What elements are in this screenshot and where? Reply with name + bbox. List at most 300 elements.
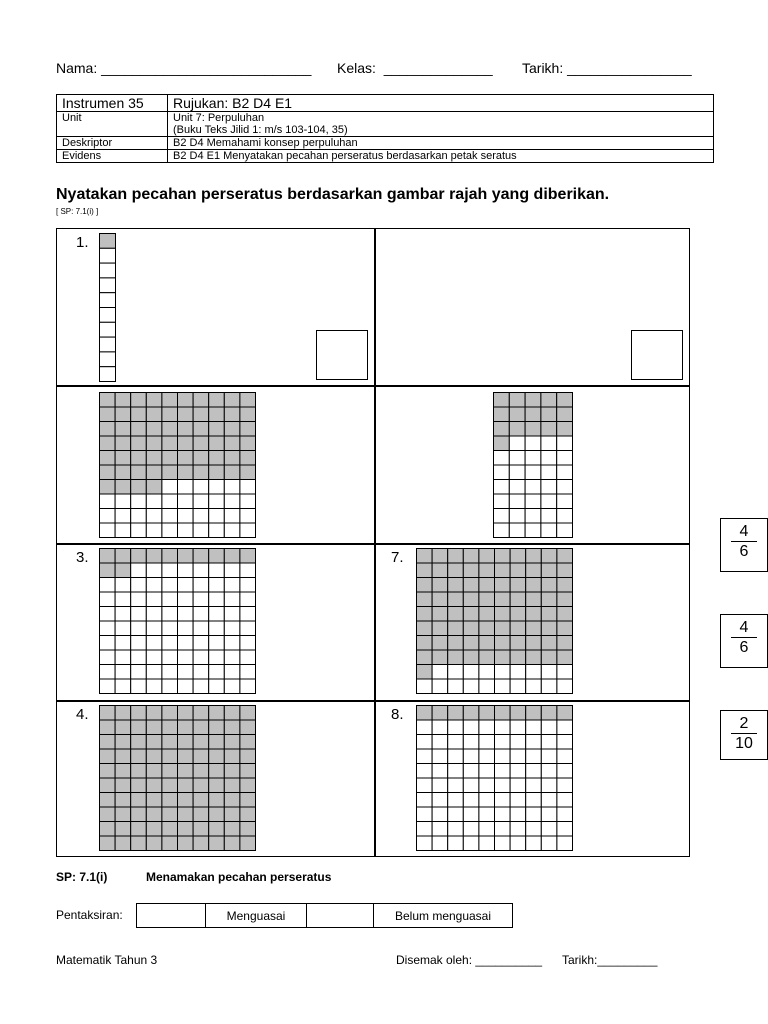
empty-cell (526, 778, 542, 793)
shaded-cell (193, 793, 209, 808)
empty-cell (557, 836, 573, 851)
empty-cell (224, 509, 240, 524)
shaded-cell (463, 607, 479, 622)
shaded-cell (193, 807, 209, 822)
shaded-cell (240, 706, 256, 721)
empty-cell (224, 665, 240, 680)
empty-cell (509, 480, 525, 495)
empty-cell (494, 451, 510, 466)
shaded-cell (146, 836, 162, 851)
shaded-cell (115, 706, 131, 721)
deskriptor-value: B2 D4 Memahami konsep perpuluhan (168, 137, 714, 150)
shaded-cell (526, 636, 542, 651)
empty-cell (100, 337, 116, 352)
shaded-cell (193, 735, 209, 750)
empty-cell (224, 494, 240, 509)
shaded-cell (525, 393, 541, 408)
shaded-cell (115, 549, 131, 564)
shaded-cell (131, 836, 147, 851)
shaded-cell (479, 607, 495, 622)
empty-cell (131, 607, 147, 622)
info-table (56, 94, 714, 163)
shaded-cell (224, 836, 240, 851)
empty-cell (417, 720, 433, 735)
shaded-cell (100, 836, 116, 851)
empty-cell (495, 807, 511, 822)
empty-cell (463, 807, 479, 822)
empty-cell (146, 592, 162, 607)
shaded-cell (146, 465, 162, 480)
shaded-cell (162, 407, 178, 422)
shaded-cell (541, 621, 557, 636)
empty-cell (432, 807, 448, 822)
empty-cell (495, 749, 511, 764)
empty-cell (463, 836, 479, 851)
empty-cell (162, 679, 178, 694)
fraction-card-1 (720, 518, 768, 572)
shaded-cell (448, 650, 464, 665)
shaded-cell (541, 549, 557, 564)
shaded-cell (100, 480, 116, 495)
shaded-cell (131, 480, 147, 495)
shaded-cell (557, 549, 573, 564)
shaded-cell (193, 451, 209, 466)
question-number-1: 1. (76, 234, 89, 251)
shaded-cell (178, 807, 194, 822)
empty-cell (100, 578, 116, 593)
empty-cell (557, 679, 573, 694)
empty-cell (209, 494, 225, 509)
assessment-option-belum: Belum menguasai (374, 904, 513, 928)
empty-cell (448, 807, 464, 822)
shaded-cell (432, 607, 448, 622)
answer-box-1[interactable] (316, 330, 368, 380)
empty-cell (510, 778, 526, 793)
empty-cell (417, 764, 433, 779)
empty-cell (432, 778, 448, 793)
unit-value-line1: Unit 7: Perpuluhan (173, 112, 265, 124)
empty-cell (193, 563, 209, 578)
empty-cell (224, 592, 240, 607)
empty-cell (240, 480, 256, 495)
shaded-cell (417, 563, 433, 578)
shaded-cell (131, 422, 147, 437)
empty-cell (240, 523, 256, 538)
empty-cell (541, 836, 557, 851)
empty-cell (209, 679, 225, 694)
empty-cell (131, 494, 147, 509)
shaded-cell (432, 650, 448, 665)
shaded-cell (193, 822, 209, 837)
empty-cell (209, 621, 225, 636)
shaded-cell (525, 422, 541, 437)
assessment-option-menguasai: Menguasai (206, 904, 307, 928)
question-number-8: 8. (391, 706, 404, 723)
shaded-cell (494, 393, 510, 408)
shaded-cell (417, 592, 433, 607)
empty-cell (557, 523, 573, 538)
empty-cell (146, 679, 162, 694)
empty-cell (479, 764, 495, 779)
empty-cell (510, 679, 526, 694)
empty-cell (448, 679, 464, 694)
shaded-cell (146, 393, 162, 408)
empty-cell (240, 679, 256, 694)
empty-cell (541, 436, 557, 451)
empty-cell (131, 592, 147, 607)
shaded-cell (479, 636, 495, 651)
empty-cell (240, 494, 256, 509)
empty-cell (100, 636, 116, 651)
empty-cell (224, 578, 240, 593)
shaded-cell (557, 636, 573, 651)
shaded-cell (146, 793, 162, 808)
shaded-cell (193, 720, 209, 735)
shaded-cell (178, 749, 194, 764)
empty-cell (193, 636, 209, 651)
shaded-cell (162, 549, 178, 564)
empty-cell (162, 607, 178, 622)
empty-cell (495, 822, 511, 837)
shaded-cell (541, 422, 557, 437)
assessment-checkbox-menguasai[interactable] (137, 904, 206, 928)
shaded-cell (115, 407, 131, 422)
shaded-cell (463, 621, 479, 636)
shaded-cell (510, 607, 526, 622)
empty-cell (100, 509, 116, 524)
empty-cell (162, 636, 178, 651)
empty-cell (494, 509, 510, 524)
empty-cell (100, 263, 116, 278)
empty-cell (509, 451, 525, 466)
empty-cell (131, 650, 147, 665)
shaded-cell (193, 436, 209, 451)
empty-cell (479, 836, 495, 851)
shaded-cell (526, 650, 542, 665)
shaded-cell (131, 720, 147, 735)
shaded-cell (131, 735, 147, 750)
shaded-cell (131, 393, 147, 408)
shaded-cell (178, 451, 194, 466)
empty-cell (526, 836, 542, 851)
empty-cell (463, 749, 479, 764)
empty-cell (541, 451, 557, 466)
shaded-cell (463, 549, 479, 564)
empty-cell (193, 665, 209, 680)
shaded-cell (224, 407, 240, 422)
shaded-cell (209, 465, 225, 480)
shaded-cell (417, 706, 433, 721)
empty-cell (417, 822, 433, 837)
empty-cell (100, 650, 116, 665)
empty-cell (193, 679, 209, 694)
empty-cell (448, 665, 464, 680)
shaded-cell (240, 778, 256, 793)
shaded-cell (240, 764, 256, 779)
empty-cell (541, 764, 557, 779)
empty-cell (479, 749, 495, 764)
empty-cell (178, 494, 194, 509)
empty-cell (209, 592, 225, 607)
empty-cell (240, 636, 256, 651)
empty-cell (432, 793, 448, 808)
shaded-cell (162, 422, 178, 437)
shaded-cell (224, 436, 240, 451)
shaded-cell (162, 465, 178, 480)
empty-cell (115, 621, 131, 636)
shaded-cell (209, 735, 225, 750)
shaded-cell (131, 822, 147, 837)
shaded-cell (240, 451, 256, 466)
empty-cell (146, 650, 162, 665)
empty-cell (162, 563, 178, 578)
hundredths-grid-q1 (99, 233, 117, 383)
shaded-cell (178, 778, 194, 793)
shaded-cell (557, 607, 573, 622)
empty-cell (131, 578, 147, 593)
shaded-cell (209, 793, 225, 808)
shaded-cell (100, 549, 116, 564)
empty-cell (224, 679, 240, 694)
empty-cell (448, 720, 464, 735)
standard-text: Menamakan pecahan perseratus (146, 870, 332, 884)
shaded-cell (432, 706, 448, 721)
shaded-cell (541, 393, 557, 408)
empty-cell (525, 480, 541, 495)
empty-cell (448, 822, 464, 837)
shaded-cell (417, 607, 433, 622)
empty-cell (417, 807, 433, 822)
empty-cell (479, 807, 495, 822)
empty-cell (131, 563, 147, 578)
tarikh-field: Tarikh: ________________ (522, 60, 692, 76)
empty-cell (509, 523, 525, 538)
empty-cell (526, 793, 542, 808)
shaded-cell (100, 436, 116, 451)
empty-cell (240, 607, 256, 622)
empty-cell (557, 480, 573, 495)
empty-cell (209, 523, 225, 538)
shaded-cell (193, 393, 209, 408)
shaded-cell (224, 465, 240, 480)
shaded-cell (448, 607, 464, 622)
empty-cell (479, 679, 495, 694)
instruction-title: Nyatakan pecahan perseratus berdasarkan gambar rajah yang diberikan. (56, 186, 610, 203)
shaded-cell (224, 393, 240, 408)
empty-cell (510, 665, 526, 680)
empty-cell (432, 764, 448, 779)
shaded-cell (193, 836, 209, 851)
shaded-cell (541, 636, 557, 651)
empty-cell (526, 735, 542, 750)
shaded-cell (115, 563, 131, 578)
empty-cell (557, 494, 573, 509)
unit-label: Unit (57, 112, 168, 137)
shaded-cell (209, 549, 225, 564)
shaded-cell (115, 822, 131, 837)
shaded-cell (162, 735, 178, 750)
shaded-cell (541, 607, 557, 622)
shaded-cell (240, 807, 256, 822)
shaded-cell (448, 592, 464, 607)
shaded-cell (494, 407, 510, 422)
empty-cell (541, 523, 557, 538)
shaded-cell (146, 480, 162, 495)
shaded-cell (224, 549, 240, 564)
shaded-cell (495, 650, 511, 665)
shaded-cell (131, 451, 147, 466)
shaded-cell (494, 436, 510, 451)
empty-cell (526, 822, 542, 837)
empty-cell (100, 607, 116, 622)
shaded-cell (100, 393, 116, 408)
shaded-cell (100, 749, 116, 764)
shaded-cell (509, 422, 525, 437)
empty-cell (495, 679, 511, 694)
shaded-cell (100, 234, 116, 249)
shaded-cell (209, 436, 225, 451)
empty-cell (510, 807, 526, 822)
shaded-cell (146, 451, 162, 466)
shaded-cell (146, 778, 162, 793)
shaded-cell (100, 407, 116, 422)
shaded-cell (557, 706, 573, 721)
shaded-cell (162, 749, 178, 764)
shaded-cell (510, 563, 526, 578)
hundredths-grid-q2 (99, 392, 257, 540)
shaded-cell (526, 706, 542, 721)
empty-cell (100, 248, 116, 263)
shaded-cell (510, 578, 526, 593)
standard-code: SP: 7.1(i) (56, 870, 108, 884)
shaded-cell (178, 764, 194, 779)
shaded-cell (131, 807, 147, 822)
empty-cell (162, 523, 178, 538)
empty-cell (417, 793, 433, 808)
shaded-cell (209, 422, 225, 437)
shaded-cell (115, 422, 131, 437)
empty-cell (479, 720, 495, 735)
shaded-cell (541, 650, 557, 665)
assessment-checkbox-belum[interactable] (307, 904, 374, 928)
empty-cell (146, 563, 162, 578)
shaded-cell (115, 436, 131, 451)
shaded-cell (100, 822, 116, 837)
shaded-cell (240, 549, 256, 564)
empty-cell (209, 480, 225, 495)
shaded-cell (131, 436, 147, 451)
empty-cell (432, 836, 448, 851)
fraction-numerator: 2 (739, 715, 749, 732)
empty-cell (463, 665, 479, 680)
shaded-cell (495, 578, 511, 593)
empty-cell (209, 607, 225, 622)
shaded-cell (224, 764, 240, 779)
empty-cell (146, 494, 162, 509)
empty-cell (193, 494, 209, 509)
empty-cell (162, 509, 178, 524)
shaded-cell (162, 778, 178, 793)
empty-cell (448, 749, 464, 764)
empty-cell (432, 822, 448, 837)
shaded-cell (162, 393, 178, 408)
empty-cell (115, 636, 131, 651)
shaded-cell (240, 735, 256, 750)
shaded-cell (100, 563, 116, 578)
empty-cell (240, 621, 256, 636)
empty-cell (417, 778, 433, 793)
shaded-cell (240, 822, 256, 837)
shaded-cell (495, 636, 511, 651)
evidens-label: Evidens (57, 150, 168, 163)
shaded-cell (557, 407, 573, 422)
empty-cell (541, 720, 557, 735)
empty-cell (146, 607, 162, 622)
row-divider-3 (56, 700, 690, 702)
shaded-cell (417, 636, 433, 651)
shaded-cell (209, 407, 225, 422)
empty-cell (178, 621, 194, 636)
shaded-cell (510, 621, 526, 636)
shaded-cell (115, 480, 131, 495)
empty-cell (131, 679, 147, 694)
empty-cell (463, 735, 479, 750)
fraction-numerator: 4 (739, 523, 749, 540)
shaded-cell (100, 735, 116, 750)
empty-cell (162, 665, 178, 680)
shaded-cell (432, 578, 448, 593)
empty-cell (178, 650, 194, 665)
empty-cell (162, 578, 178, 593)
empty-cell (494, 494, 510, 509)
shaded-cell (479, 621, 495, 636)
empty-cell (193, 480, 209, 495)
empty-cell (115, 494, 131, 509)
empty-cell (494, 480, 510, 495)
shaded-cell (240, 836, 256, 851)
shaded-cell (115, 764, 131, 779)
shaded-cell (162, 793, 178, 808)
shaded-cell (448, 563, 464, 578)
shaded-cell (146, 706, 162, 721)
shaded-cell (178, 836, 194, 851)
shaded-cell (509, 407, 525, 422)
shaded-cell (510, 650, 526, 665)
empty-cell (525, 509, 541, 524)
hundredths-grid-q3 (99, 548, 257, 696)
shaded-cell (178, 465, 194, 480)
shaded-cell (463, 563, 479, 578)
empty-cell (432, 735, 448, 750)
empty-cell (224, 636, 240, 651)
shaded-cell (193, 422, 209, 437)
shaded-cell (100, 422, 116, 437)
empty-cell (224, 563, 240, 578)
shaded-cell (495, 607, 511, 622)
empty-cell (541, 807, 557, 822)
empty-cell (541, 465, 557, 480)
fraction-denominator: 10 (735, 735, 753, 752)
shaded-cell (131, 549, 147, 564)
shaded-cell (432, 636, 448, 651)
empty-cell (557, 436, 573, 451)
shaded-cell (526, 592, 542, 607)
shaded-cell (178, 735, 194, 750)
empty-cell (495, 665, 511, 680)
question-number-7: 7. (391, 549, 404, 566)
shaded-cell (541, 706, 557, 721)
answer-box-2[interactable] (631, 330, 683, 380)
